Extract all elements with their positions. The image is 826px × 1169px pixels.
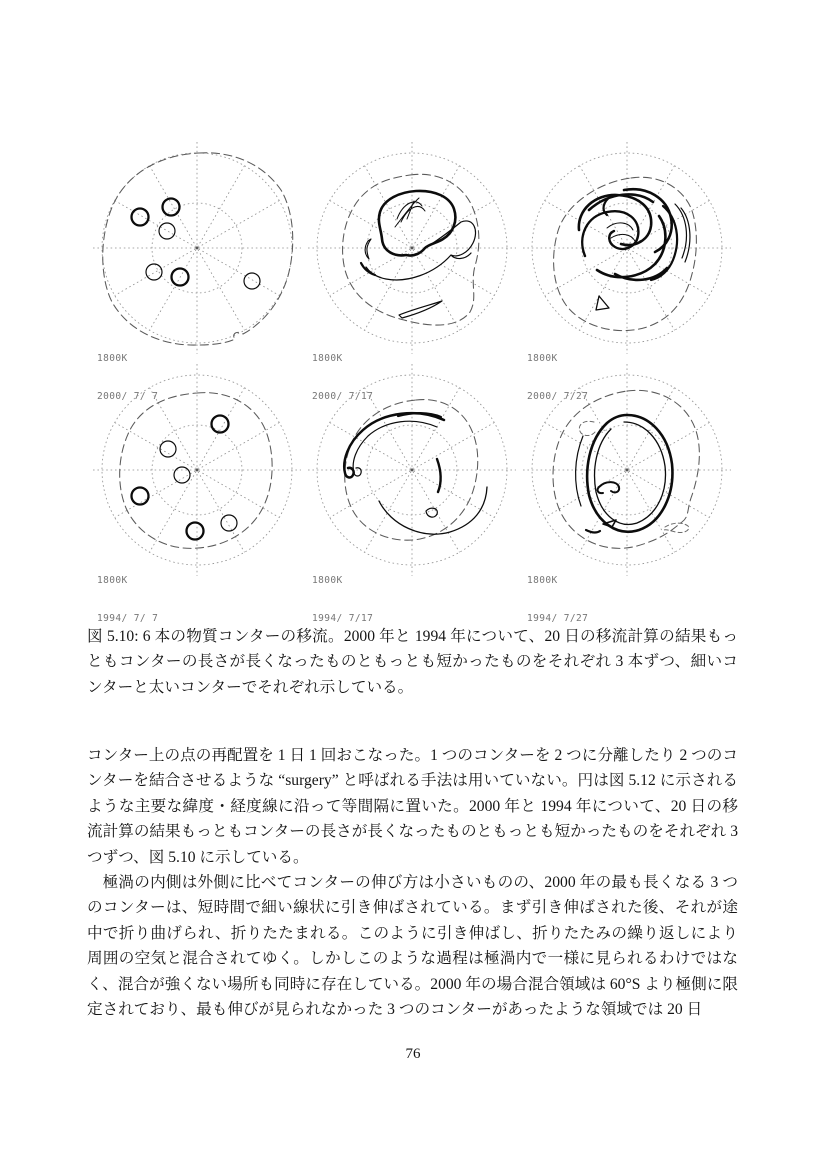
polar-plot-1994-7-17	[304, 358, 520, 624]
plot-canvas	[89, 358, 305, 582]
plot-date-label: 1994/ 7/27	[527, 612, 589, 624]
polar-plot-2000-7-27	[519, 136, 735, 402]
plot-date-label: 2000/ 7/17	[312, 390, 374, 402]
body-paragraph-1: コンター上の点の再配置を 1 日 1 回おこなった。1 つのコンターを 2 つに分離したり 2 つのコンターを結合させるような “surgery” と呼ばれる手法は用いていない。円は図 5.12 に示されるような主要な緯度・経度線に沿って等間隔に置いた。2000 年と 1994 年について、20 日の移流計算の結果もっともコンターの長さが長くなったものともっとも短かったものをそれぞれ 3 つずつ、図 5.10 に示している。	[87, 747, 738, 866]
plot-level-label: 1800K	[527, 353, 558, 364]
plot-date-label: 1994/ 7/17	[312, 612, 374, 624]
polar-plot-2000-7-7	[89, 136, 305, 402]
plot-canvas	[519, 136, 735, 360]
polar-plot-2000-7-17	[304, 136, 520, 402]
polar-plot-1994-7-7	[89, 358, 305, 624]
plot-canvas	[89, 136, 305, 360]
page-number: 76	[405, 1046, 421, 1062]
plot-level-label: 1800K	[312, 353, 343, 364]
body-paragraph-2: 極渦の内側は外側に比べてコンターの伸び方は小さいものの、2000 年の最も長くなる 3 つのコンターは、短時間で細い線状に引き伸ばされている。まず引き伸ばされた後、それが途中で折り曲げられ、折りたたまれる。このように引き伸ばし、折りたたみの繰り返しにより周囲の空気と混合されてゆく。しかしこのような過程は極渦内で一様に見られるわけではなく、混合が強くない場所も同時に存在している。2000 年の場合混合領域は 60°S より極側に限定されており、最も伸びが見られなかった 3 つのコンターがあったような領域では 20 日	[87, 874, 738, 1019]
figure-caption: 図 5.10: 6 本の物質コンターの移流。2000 年と 1994 年について、20 日の移流計算の結果もっともコンターの長さが長くなったものともっとも短かったものをそれぞれ 3 本ずつ、細いコンターと太いコンターでそれぞれ示している。	[87, 628, 738, 696]
plot-level-label: 1800K	[97, 353, 128, 364]
plot-level-label: 1800K	[527, 575, 558, 586]
plot-level-label: 1800K	[312, 575, 343, 586]
plot-date-label: 2000/ 7/27	[527, 390, 589, 402]
plot-canvas	[304, 136, 520, 360]
plot-date-label: 1994/ 7/ 7	[97, 612, 159, 624]
plot-level-label: 1800K	[97, 575, 128, 586]
plot-date-label: 2000/ 7/ 7	[97, 390, 159, 402]
polar-plot-1994-7-27	[519, 358, 735, 624]
plot-canvas	[304, 358, 520, 582]
plot-canvas	[519, 358, 735, 582]
